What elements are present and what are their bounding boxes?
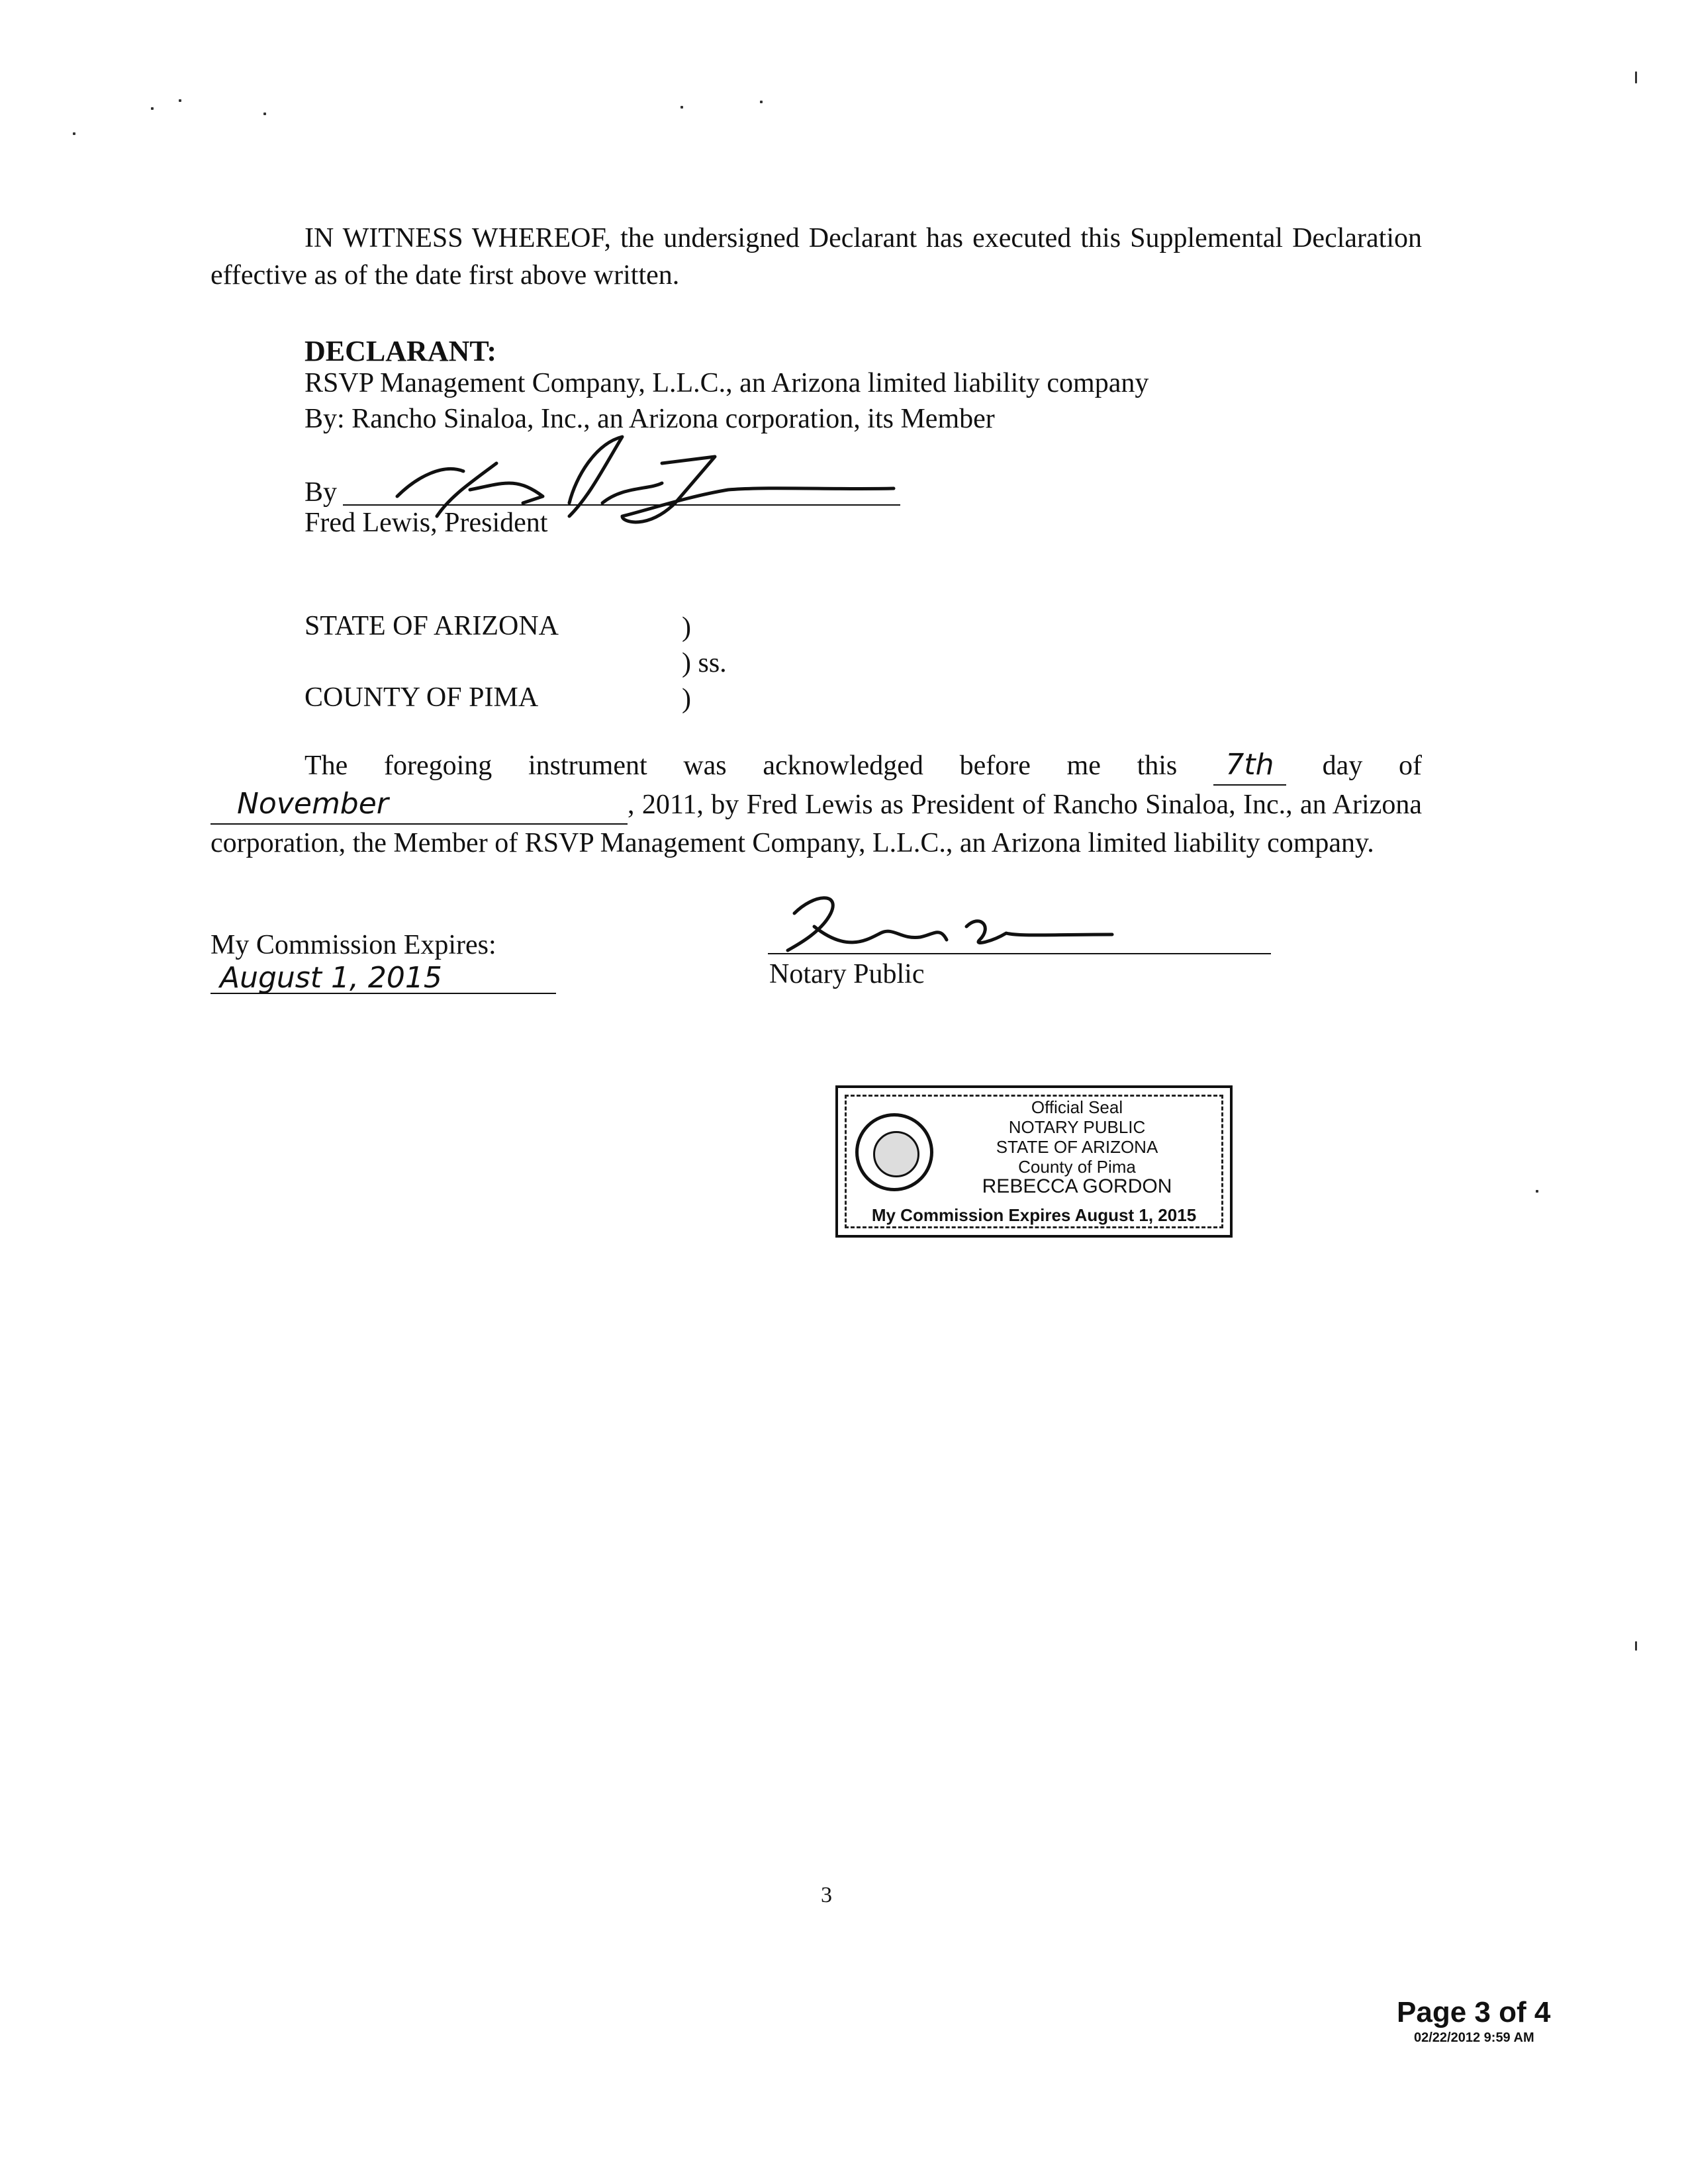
ack-month-handwritten: November: [237, 787, 389, 821]
stamp-line5: REBECCA GORDON: [982, 1175, 1172, 1197]
witness-paragraph: IN WITNESS WHEREOF, the undersigned Declarant has executed this Supplemental Declaration effective as of the date first above written.: [211, 223, 1422, 291]
state-label: STATE OF ARIZONA: [305, 611, 559, 641]
declarant-company-line: RSVP Management Company, L.L.C., an Arizona limited liability company: [305, 368, 1149, 398]
scan-speck: [680, 106, 683, 109]
arizona-seal-icon: [855, 1113, 933, 1191]
scan-speck: [151, 107, 154, 110]
page-number: 3: [821, 1883, 832, 1907]
venue-paren-ss: ) ss.: [682, 648, 727, 678]
notary-signature: [768, 887, 1139, 960]
declarant-signature: [371, 424, 914, 543]
signer-name: Fred Lewis, President: [305, 508, 548, 538]
acknowledgment-paragraph: [211, 747, 1422, 862]
stamp-line4: County of Pima: [1018, 1157, 1136, 1177]
ack-part2: day of: [1322, 751, 1422, 781]
scan-speck: [73, 132, 75, 135]
footer-timestamp: 02/22/2012 9:59 AM: [1414, 2030, 1534, 2045]
notary-public-label: Notary Public: [769, 959, 925, 989]
stamp-line3: STATE OF ARIZONA: [996, 1137, 1158, 1157]
commission-label: My Commission Expires:: [211, 930, 496, 960]
scan-speck: [760, 101, 763, 103]
notary-stamp: [835, 1085, 1233, 1238]
ack-month-field: [211, 786, 628, 825]
footer-page-label: Page 3 of 4: [1397, 1996, 1551, 2028]
by-label: By: [305, 477, 338, 508]
scan-speck: [1635, 71, 1637, 83]
venue-paren-bottom: ): [682, 684, 691, 714]
stamp-line1: Official Seal: [1031, 1097, 1123, 1117]
scan-speck: [1635, 1641, 1637, 1651]
stamp-line2: NOTARY PUBLIC: [1008, 1117, 1146, 1137]
stamp-text: [937, 1097, 1217, 1197]
declarant-label: DECLARANT:: [305, 335, 497, 367]
county-label: COUNTY OF PIMA: [305, 682, 539, 713]
commission-date-handwritten: August 1, 2015: [220, 961, 442, 995]
declarant-member-line: By: Rancho Sinaloa, Inc., an Arizona corporation, its Member: [305, 404, 995, 434]
ack-day-field: [1213, 747, 1286, 786]
commission-date-field: [211, 961, 556, 994]
ack-day-handwritten: 7th: [1225, 748, 1274, 782]
scan-speck: [179, 99, 181, 102]
ack-part1: The foregoing instrument was acknowledged before me this: [305, 751, 1178, 781]
scan-speck: [263, 113, 266, 115]
stamp-line6: My Commission Expires August 1, 2015: [871, 1205, 1197, 1225]
venue-paren-top: ): [682, 612, 691, 643]
ack-part3: , 2011, by Fred Lewis as President of Rancho Sinaloa, Inc., an Arizona corporation, the Member of RSVP Management Company, L.L.C., an Arizona limited liability company.: [211, 790, 1422, 858]
scan-speck: [1536, 1190, 1538, 1193]
